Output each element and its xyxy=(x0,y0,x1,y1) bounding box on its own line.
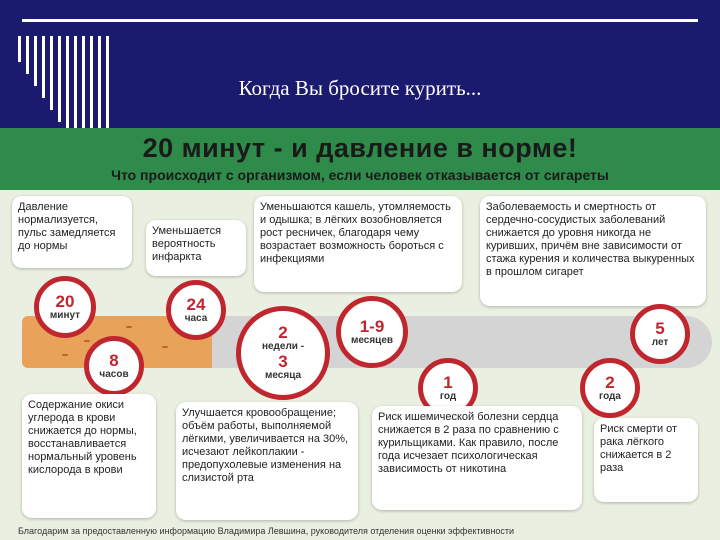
header-divider xyxy=(22,19,698,22)
infographic-poster xyxy=(0,128,720,540)
badge-24-hours: 24 часа xyxy=(166,280,226,340)
badge-8-hours: 8 часов xyxy=(84,336,144,396)
badge-5-years: 5 лет xyxy=(630,304,690,364)
slide-header xyxy=(0,0,720,128)
card-cancer: Риск смерти от рака лёгкого снижается в 2 раза xyxy=(594,418,698,502)
badge-1-year: 1 год xyxy=(418,358,478,418)
badge-20-minutes: 20 минут xyxy=(34,276,96,338)
card-co: Содержание окиси углерода в крови снижается до нормы, восстанавливается нормальный уровень кислорода в крови xyxy=(22,394,156,518)
card-cough: Уменьшаются кашель, утомляемость и одышка; в лёгких возобновляется рост ресничек, благодаря чему возрастает возможность бороться с инфекциями xyxy=(254,196,462,292)
card-infarct: Уменьшается вероятность инфаркта xyxy=(146,220,246,276)
card-pressure: Давление нормализуется, пульс замедляется до нормы xyxy=(12,196,132,268)
card-ischemic: Риск ишемической болезни сердца снижается в 2 раза по сравнению с курильщиками. Как правило, после года исчезает психологическая зависимость от никотина xyxy=(372,406,582,510)
badge-2-years: 2 года xyxy=(580,358,640,418)
badge-1-9-months: 1-9 месяцев xyxy=(336,296,408,368)
card-cardio: Заболеваемость и смертность от сердечно-сосудистых заболеваний снижается до уровня никогда не куривших, причём вне зависимости от стажа курения и количества выкуренных в прошлом сигарет xyxy=(480,196,706,306)
slide-title: Когда Вы бросите курить... xyxy=(238,76,482,100)
poster-footer: Благодарим за предоставленную информацию Владимира Левшина, руководителя отделения оценки эффективности xyxy=(18,526,515,536)
badge-2-weeks-3-months: 2 недели - 3 месяца xyxy=(236,306,330,400)
poster-subline: Что происходит с организмом, если человек отказывается от сигареты xyxy=(111,167,609,183)
poster-headline: 20 минут - и давление в норме! xyxy=(142,133,578,163)
card-circulation: Улучшается кровообращение; объём работы, выполняемой лёгкими, увеличивается на 30%, исчезают лейкоплакии - предопухолевые изменения на слизистой рта xyxy=(176,402,358,520)
